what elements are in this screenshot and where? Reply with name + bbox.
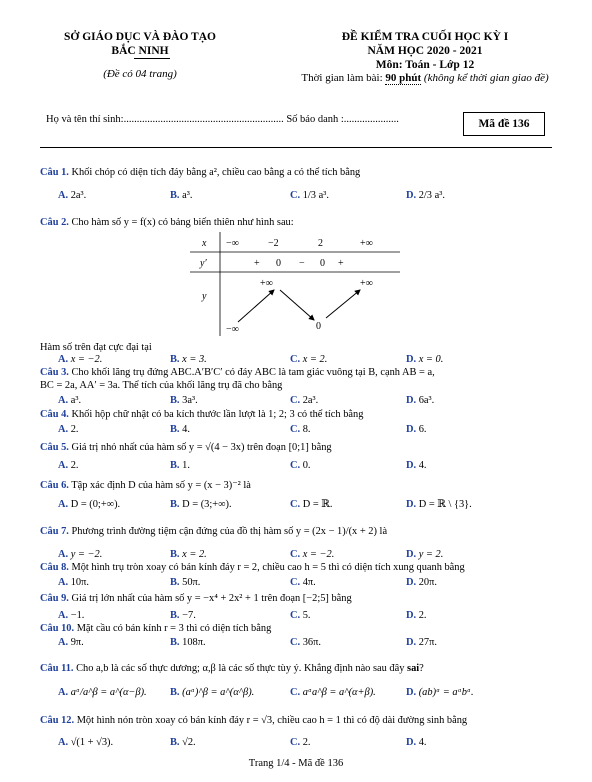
q7-option-d[interactable]: D. y = 2. [406, 549, 444, 560]
q11-option-c[interactable]: C. aᵅa^β = a^(α+β). [290, 687, 376, 698]
q9-option-d[interactable]: D. 2. [406, 610, 427, 621]
q9-option-a[interactable]: A. −1. [58, 610, 85, 621]
question-10: Câu 10. Mặt cầu có bán kính r = 3 thì có diện tích bằng [40, 623, 272, 634]
yp-sign: + [254, 258, 260, 269]
yp-zero: 0 [276, 258, 281, 269]
q5-option-c[interactable]: C. 0. [290, 460, 311, 471]
y-value: +∞ [360, 278, 373, 289]
x-value: 2 [318, 238, 323, 249]
time-prefix: Thời gian làm bài: [301, 72, 386, 84]
subject-line: Môn: Toán - Lớp 12 [375, 59, 475, 71]
student-info-line [46, 114, 399, 125]
q10-option-d[interactable]: D. 27π. [406, 637, 437, 648]
q4-option-a[interactable]: A. 2. [58, 424, 79, 435]
q5-option-b[interactable]: B. 1. [170, 460, 190, 471]
q2-followup: Hàm số trên đạt cực đại tại [40, 342, 152, 353]
q7-option-b[interactable]: B. x = 2. [170, 549, 207, 560]
question-12: Câu 12. Một hình nón tròn xoay có bán kính đáy r = √3, chiều cao h = 1 thì có độ dài đường sinh bằng [40, 715, 468, 726]
increase-arrow [238, 290, 274, 322]
decrease-arrow [280, 290, 314, 320]
x-value: −∞ [226, 238, 239, 249]
q3-option-a[interactable]: A. a³. [58, 395, 82, 406]
q2-option-b[interactable]: B. x = 3. [170, 354, 207, 365]
variation-table [190, 232, 400, 336]
question-2: Câu 2. Cho hàm số y = f(x) có bảng biến thiên như hình sau: [40, 217, 294, 228]
q8-option-a[interactable]: A. 10π. [58, 577, 89, 588]
q1-option-d[interactable]: D. 2/3 a³. [406, 190, 445, 201]
q9-option-c[interactable]: C. 5. [290, 610, 311, 621]
question-text: Khối chóp có diện tích đáy bằng a², chiều cao bằng a có thể tích bằng [71, 167, 361, 178]
question-11: Câu 11. Cho a,b là các số thực dương; α,β là các số thực tùy ý. Khẳng định nào sau đây sai? [40, 663, 424, 674]
page-footer: Trang 1/4 - Mã đề 136 [248, 758, 344, 769]
yp-sign: − [299, 258, 305, 269]
q3-option-d[interactable]: D. 6a³. [406, 395, 435, 406]
q1-option-a[interactable]: A. 2a³. [58, 190, 87, 201]
question-1 [40, 166, 552, 179]
time-note: (không kể thời gian giao đề) [421, 72, 549, 84]
y-value: 0 [316, 321, 321, 332]
q9-option-b[interactable]: B. −7. [170, 610, 196, 621]
student-id-field[interactable]: Số báo danh :..................... [283, 114, 399, 125]
header-divider [40, 147, 552, 148]
q8-option-d[interactable]: D. 20π. [406, 577, 437, 588]
q2-option-c[interactable]: C. x = 2. [290, 354, 328, 365]
q4-option-b[interactable]: B. 4. [170, 424, 190, 435]
q12-option-b[interactable]: B. √2. [170, 737, 196, 748]
q12-option-c[interactable]: C. 2. [290, 737, 311, 748]
emphasis-false: sai [407, 663, 420, 674]
q2-option-d[interactable]: D. x = 0. [406, 354, 444, 365]
dept-name: SỞ GIÁO DỤC VÀ ĐÀO TẠO [64, 31, 216, 43]
q10-option-c[interactable]: C. 36π. [290, 637, 321, 648]
y-value: +∞ [260, 278, 273, 289]
x-value: +∞ [360, 238, 373, 249]
row-label-x: x [202, 238, 207, 249]
time-duration: 90 phút [385, 72, 422, 84]
question-6: Câu 6. Tập xác định D của hàm số y = (x − 3)⁻² là [40, 480, 251, 491]
question-5: Câu 5. Giá trị nhỏ nhất của hàm số y = √(4 − 3x) trên đoạn [0;1] bằng [40, 442, 332, 453]
q5-option-d[interactable]: D. 4. [406, 460, 427, 471]
page-count-note: (Đề có 04 trang) [103, 68, 177, 80]
question-9: Câu 9. Giá trị lớn nhất của hàm số y = −x⁴ + 2x² + 1 trên đoạn [−2;5] bằng [40, 593, 352, 604]
q10-option-b[interactable]: B. 108π. [170, 637, 206, 648]
q12-option-d[interactable]: D. 4. [406, 737, 427, 748]
q10-option-a[interactable]: A. 9π. [58, 637, 84, 648]
yp-zero: 0 [320, 258, 325, 269]
q7-option-a[interactable]: A. y = −2. [58, 549, 103, 560]
q2-option-a[interactable]: A. x = −2. [58, 354, 103, 365]
q8-option-c[interactable]: C. 4π. [290, 577, 316, 588]
q11-option-a[interactable]: A. aᵅ/a^β = a^(α−β). [58, 687, 147, 698]
q5-option-a[interactable]: A. 2. [58, 460, 79, 471]
question-3: Câu 3. Cho khối lăng trụ đứng ABC.A′B′C′ có đáy ABC là tam giác vuông tại B, cạnh AB = a, [40, 367, 435, 378]
q6-option-d[interactable]: D. D = ℝ \ {3}. [406, 499, 472, 510]
exam-code-box: Mã đề 136 [463, 112, 545, 136]
q11-option-b[interactable]: B. (aᵅ)^β = a^(α^β). [170, 687, 255, 698]
q6-option-c[interactable]: C. D = ℝ. [290, 499, 333, 510]
exam-title: ĐỀ KIỂM TRA CUỐI HỌC KỲ I [341, 31, 509, 43]
q3-option-c[interactable]: C. 2a³. [290, 395, 319, 406]
row-label-y: y [202, 291, 207, 302]
x-value: −2 [268, 238, 279, 249]
province-name: BẮC NINH [111, 45, 169, 57]
q8-option-b[interactable]: B. 50π. [170, 577, 201, 588]
q7-option-c[interactable]: C. x = −2. [290, 549, 335, 560]
q6-option-a[interactable]: A. D = (0;+∞). [58, 499, 121, 510]
q3-option-b[interactable]: B. 3a³. [170, 395, 198, 406]
q1-option-b[interactable]: B. a³. [170, 190, 193, 201]
question-7: Câu 7. Phương trình đường tiệm cận đứng của đồ thị hàm số y = (2x − 1)/(x + 2) là [40, 526, 388, 537]
question-3-cont: BC = 2a, AA′ = 3a. Thể tích của khối lăng trụ đã cho bằng [40, 380, 283, 391]
question-8: Câu 8. Một hình trụ tròn xoay có bán kính đáy r = 2, chiều cao h = 5 thì có diện tích xung quanh bằng [40, 562, 465, 573]
school-year: NĂM HỌC 2020 - 2021 [367, 45, 483, 57]
q11-option-d[interactable]: D. (ab)ᵅ = aᵅbᵅ. [406, 687, 474, 698]
q1-option-c[interactable]: C. 1/3 a³. [290, 190, 329, 201]
q6-option-b[interactable]: B. D = (3;+∞). [170, 499, 232, 510]
time-line [270, 72, 580, 84]
row-label-yp: y′ [200, 258, 207, 269]
student-name-field[interactable]: Họ và tên thí sinh:............................................................. [46, 114, 284, 125]
header-underline-left [134, 58, 170, 59]
q4-option-c[interactable]: C. 8. [290, 424, 311, 435]
y-value: −∞ [226, 324, 239, 335]
q4-option-d[interactable]: D. 6. [406, 424, 427, 435]
question-4: Câu 4. Khối hộp chữ nhật có ba kích thước lần lượt là 1; 2; 3 có thể tích bằng [40, 409, 364, 420]
yp-sign: + [338, 258, 344, 269]
question-label: Câu 1. [40, 167, 69, 178]
increase-arrow [326, 290, 360, 318]
q12-option-a[interactable]: A. √(1 + √3). [58, 737, 114, 748]
